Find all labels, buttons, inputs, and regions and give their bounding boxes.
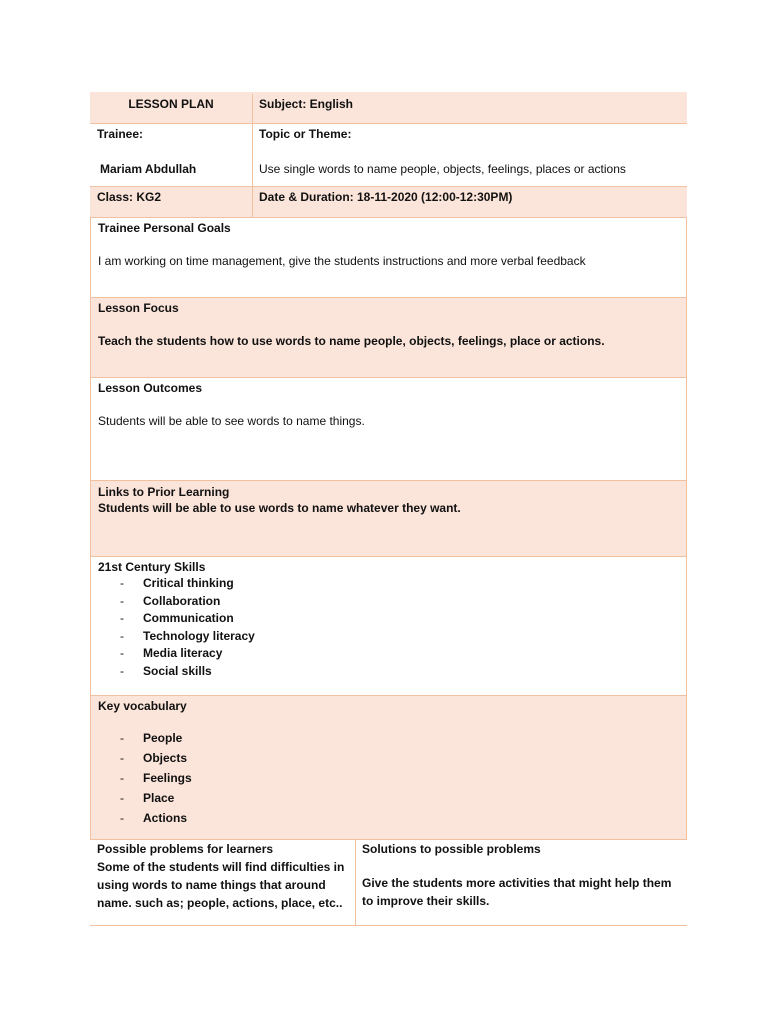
problems-solutions-row (90, 840, 687, 926)
prior-learning-title: Links to Prior Learning (98, 485, 230, 499)
list-item: - People (98, 730, 679, 750)
topic-text: Use single words to name people, objects, feelings, places or actions (259, 162, 626, 176)
lesson-plan-table (90, 92, 687, 926)
list-item: - Objects (98, 750, 679, 770)
lesson-focus-section (90, 298, 687, 378)
lesson-focus-text: Teach the students how to use words to name people, objects, feelings, place or actions. (98, 334, 605, 348)
vocabulary-list (98, 730, 679, 830)
skills-section (90, 557, 687, 696)
list-item: - Place (98, 790, 679, 810)
list-item: - Critical thinking (98, 575, 679, 593)
skills-title: 21st Century Skills (98, 560, 206, 574)
prior-learning-section (90, 481, 687, 557)
lesson-plan-title: LESSON PLAN (90, 94, 253, 123)
problems-cell (90, 840, 356, 925)
personal-goals-section (90, 218, 687, 298)
class-label: Class: KG2 (90, 187, 253, 217)
list-item: - Communication (98, 610, 679, 628)
trainee-cell (90, 124, 253, 186)
personal-goals-title: Trainee Personal Goals (98, 221, 231, 235)
subject-label: Subject: English (259, 97, 354, 111)
vocabulary-section (90, 696, 687, 840)
skills-list (98, 575, 679, 680)
problems-text: Some of the students will find difficulties in using words to name things that around name. such as; people, actions, place, etc.. (97, 860, 345, 910)
list-item: - Feelings (98, 770, 679, 790)
list-item: - Actions (98, 810, 679, 830)
solutions-text: Give the students more activities that might help them to improve their skills. (362, 876, 672, 908)
vocabulary-title: Key vocabulary (98, 699, 187, 713)
header-row (90, 92, 687, 124)
list-item: - Social skills (98, 663, 679, 681)
list-item: - Collaboration (98, 593, 679, 611)
date-duration: Date & Duration: 18-11-2020 (12:00-12:30PM) (259, 190, 513, 204)
trainee-topic-row (90, 124, 687, 187)
solutions-cell (356, 840, 687, 925)
personal-goals-text: I am working on time management, give the students instructions and more verbal feedback (98, 254, 586, 268)
lesson-focus-title: Lesson Focus (98, 301, 179, 315)
trainee-label: Trainee: (97, 127, 144, 141)
lesson-outcomes-title: Lesson Outcomes (98, 381, 203, 395)
lesson-outcomes-section (90, 378, 687, 481)
topic-cell (253, 124, 687, 186)
trainee-name: Mariam Abdullah (100, 162, 197, 176)
prior-learning-text: Students will be able to use words to name whatever they want. (98, 501, 461, 515)
list-item: - Media literacy (98, 645, 679, 663)
list-item: - Technology literacy (98, 628, 679, 646)
lesson-outcomes-text: Students will be able to see words to name things. (98, 414, 365, 428)
class-date-row (90, 187, 687, 218)
problems-title: Possible problems for learners (97, 842, 274, 856)
topic-label: Topic or Theme: (259, 127, 352, 141)
solutions-title: Solutions to possible problems (362, 842, 541, 856)
